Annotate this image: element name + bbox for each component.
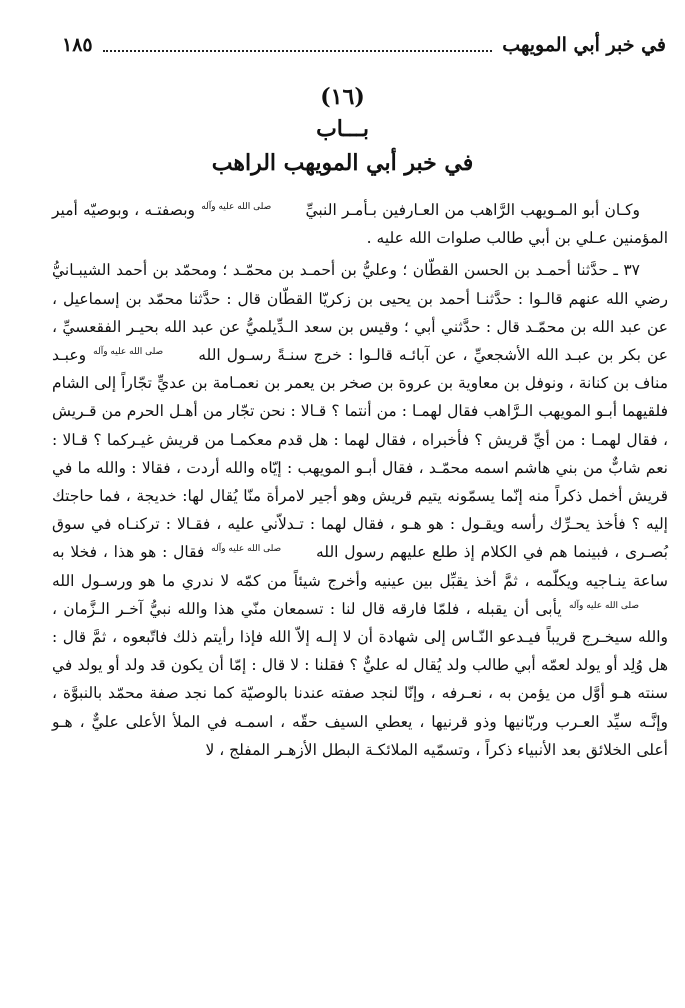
text-segment: وبصفتـه ، وبوصيّه أمير المؤمنين عـلي بن أبي طالب صلوات الله عليه . [52, 201, 668, 248]
chapter-title: في خبر أبي المويهب الراهب [211, 150, 474, 176]
dotted-leader [103, 50, 493, 52]
running-title: في خبر أبي المويهب [502, 34, 666, 56]
salawat-symbol: صلى الله عليه وآله [201, 201, 272, 212]
page-header [62, 30, 666, 60]
page-number: ١٨٥ [62, 34, 93, 56]
body-text [52, 196, 668, 764]
intro-paragraph [52, 196, 668, 252]
salawat-symbol: صلى الله عليه وآله [93, 346, 164, 357]
text-segment: فقال : هو هذا ، فخلا به ساعة ينـاجيه ويكلّمه ، ثمَّ أخذ يقبِّل بين عينيه وأخرج شيئاً من كمّه لا ندري ما هو ورسـول الله [52, 543, 668, 590]
text-segment: يأبى أن يقبله ، فلمّا فارقه قال لنا : تسمعان منّي هذا والله نبيُّ آخـر الـزَّمان ، والله سيخـرج قريباً فيـدعو النّـاس إلى شهادة أن لا إلـه إلاّ الله فإذا رأيتم ذلك فاتّبعوه ، ثمَّ قال : هل وُلِد أو يولد لعمّه أبي طالب ولد يُقال له عليٌّ ؟ فقلنا : لا قال : إمّا أن يكون قد ولد أو يولد في سنته هـو أوَّل من يؤمن به ، نعـرفه ، وإنّا لنجد صفته عندنا بالوصيّة كما نجد صفة محمّد بالنبوَّة ، وإنَّـه سيِّد العـرب وربّانيها وذو قرنيها ، يعطي السيف حقّه ، اسمـه في الملأ الأعلى عليٌّ ، هـو أعلى الخلائق بعد الأنبياء ذكراً ، وتسمّيه الملائكـة البطل الأزهـر المفلج ، لا [52, 599, 668, 759]
salawat-symbol: صلى الله عليه وآله [568, 600, 639, 611]
salawat-symbol: صلى الله عليه وآله [211, 544, 282, 555]
text-segment: وعبـد مناف بن كنانة ، ونوفل بن معاوية بن عروة بن صخر بن يعمر بن نعمـامة بن عديٍّ تجّاراً إلى الشام فلقيهما أبـو المويهب الـرَّاهب فقال لهمـا : من أنتما ؟ قـالا : نحن تجّار من أهـل الحرم من قـريش ، فقال لهمـا : من أيِّ قريش ؟ فأخبراه ، فقال لهما : هل قدم معكمـا من قريش غيـركما ؟ قـالا : نعم شابٌّ من بني هاشم اسمه محمّـد ، فقال أبـو المويهب : إيّاه والله أردت ، فقالا : والله ما في قريش أخمل ذكراً منه إنّما يسمّونه يتيم قريش وهو أجير لامرأة منّا يُقال لها: خديجة ، فما حاجتك إليه ؟ فأخذ يحـرِّك رأسه ويقـول : هو هـو ، فقال لهما : تـدلاّني عليه ، فقـالا : تركنـاه في سوق بُصـرى ، فبينما هم في الكلام إذ طلع عليهم رسول الله [52, 346, 668, 562]
text-segment: وكـان أبو المـويهب الرَّاهب من العـارفين بـأمـر النبيِّ [300, 201, 640, 219]
bab-heading: بـــاب [316, 116, 369, 142]
hadith-paragraph [52, 256, 668, 764]
text-segment: ٣٧ ـ حدَّثنا أحمـد بن الحسن القطّان ؛ وعليُّ بن أحمـد بن محمّـد ؛ ومحمّد بن أحمد الشيبـانيُّ رضي الله عنهم قالـوا : حدَّثنـا أحمد بن يحيى بن زكريّا القطّان قال : حدَّثنا محمّد بن إسماعيل ، عن عبد الله بن محمّـد قال : حدَّثني أبي ؛ وقيس بن سعد الـدِّيلميُّ عن عبد الله بحيـر الفقعسيِّ ، عن بكر بن عبـد الله الأشجعيِّ ، عن آبائـه قالـوا : خرج سنـةً رسـول الله [52, 261, 669, 365]
chapter-number: (١٦) [320, 84, 365, 110]
